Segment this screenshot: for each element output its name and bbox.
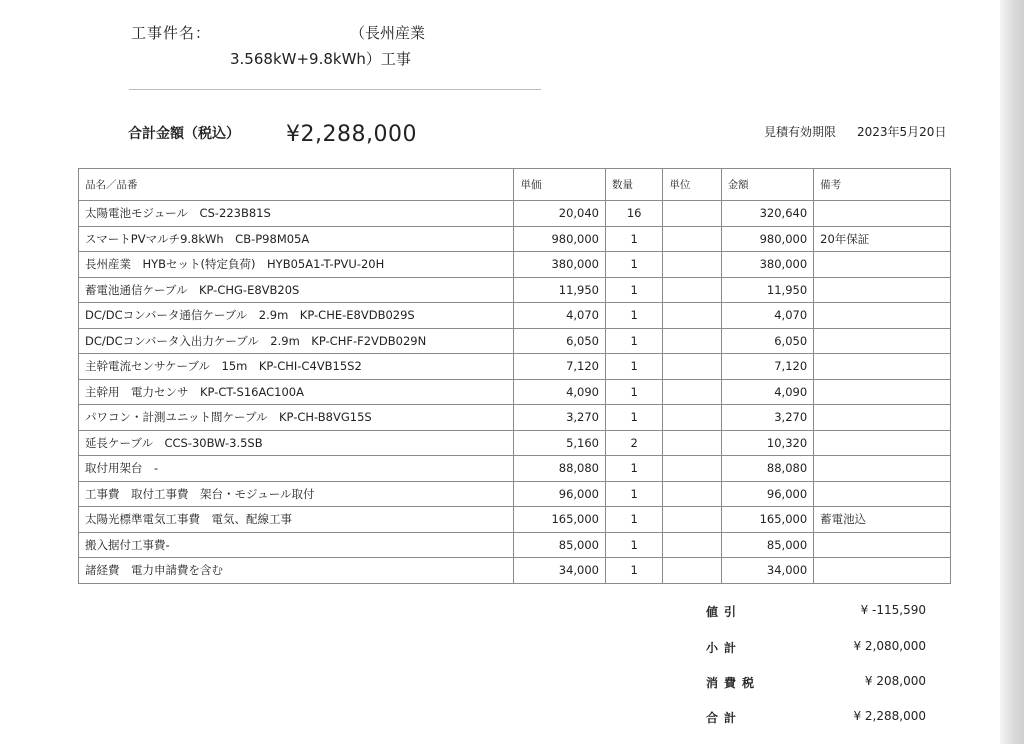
cell-unit-price: 96,000 xyxy=(514,481,606,507)
cell-name: 太陽光標準電気工事費 電気、配線工事 xyxy=(79,507,514,533)
cell-quantity: 1 xyxy=(606,277,663,303)
cell-name: 主幹電流センサケーブル 15m KP-CHI-C4VB15S2 xyxy=(79,354,514,380)
cell-unit xyxy=(663,277,721,303)
column-header-quantity: 数量 xyxy=(606,169,663,201)
cell-quantity: 1 xyxy=(606,379,663,405)
cell-name: スマートPVマルチ9.8kWh CB-P98M05A xyxy=(79,226,514,252)
total-amount-value: ¥2,288,000 xyxy=(286,122,417,147)
cell-unit-price: 85,000 xyxy=(514,532,606,558)
cell-amount: 88,080 xyxy=(721,456,814,482)
cell-unit xyxy=(663,456,721,482)
cell-amount: 980,000 xyxy=(721,226,814,252)
cell-name: 長州産業 HYBセット(特定負荷) HYB05A1-T-PVU-20H xyxy=(79,252,514,278)
column-header-name: 品名／品番 xyxy=(79,169,514,201)
cell-amount: 96,000 xyxy=(721,481,814,507)
table-row xyxy=(79,558,951,584)
table-row xyxy=(79,405,951,431)
cell-unit-price: 4,070 xyxy=(514,303,606,329)
table-body xyxy=(79,201,951,584)
validity-label: 見積有効期限 xyxy=(764,125,837,139)
cell-quantity: 1 xyxy=(606,328,663,354)
cell-quantity: 1 xyxy=(606,226,663,252)
project-label: 工事件名： xyxy=(131,24,212,42)
cell-name: 太陽電池モジュール CS-223B81S xyxy=(79,201,514,227)
cell-quantity: 1 xyxy=(606,456,663,482)
column-header-unit-price: 単価 xyxy=(514,169,606,201)
cell-amount: 165,000 xyxy=(721,507,814,533)
summary-label: 合計 xyxy=(706,711,743,725)
column-header-unit: 単位 xyxy=(663,169,721,201)
summary-label: 値引 xyxy=(706,605,743,619)
cell-note xyxy=(814,201,951,227)
cell-note xyxy=(814,481,951,507)
cell-name: DC/DCコンバータ入出力ケーブル 2.9m KP-CHF-F2VDB029N xyxy=(79,328,514,354)
project-name-line2: 3.568kW+9.8kWh）工事 xyxy=(230,50,411,68)
cell-unit xyxy=(663,303,721,329)
table-row xyxy=(79,430,951,456)
cell-unit-price: 380,000 xyxy=(514,252,606,278)
cell-quantity: 1 xyxy=(606,558,663,584)
cell-unit xyxy=(663,481,721,507)
cell-unit-price: 165,000 xyxy=(514,507,606,533)
table-row xyxy=(79,379,951,405)
cell-quantity: 1 xyxy=(606,354,663,380)
cell-note xyxy=(814,328,951,354)
column-header-amount: 金額 xyxy=(721,169,814,201)
cell-note xyxy=(814,379,951,405)
table-header-row xyxy=(79,169,951,201)
cell-note xyxy=(814,354,951,380)
table-row xyxy=(79,252,951,278)
table-row xyxy=(79,201,951,227)
project-name-line1: （長州産業 xyxy=(350,24,426,42)
cell-unit xyxy=(663,226,721,252)
table-row xyxy=(79,277,951,303)
cell-unit xyxy=(663,507,721,533)
cell-note xyxy=(814,405,951,431)
cell-note xyxy=(814,277,951,303)
cell-name: DC/DCコンバータ通信ケーブル 2.9m KP-CHE-E8VDB029S xyxy=(79,303,514,329)
table-row xyxy=(79,481,951,507)
cell-unit xyxy=(663,252,721,278)
table-row xyxy=(79,303,951,329)
cell-unit-price: 4,090 xyxy=(514,379,606,405)
table-row xyxy=(79,328,951,354)
cell-unit-price: 11,950 xyxy=(514,277,606,303)
cell-unit xyxy=(663,532,721,558)
cell-amount: 34,000 xyxy=(721,558,814,584)
cell-unit-price: 3,270 xyxy=(514,405,606,431)
cell-unit xyxy=(663,430,721,456)
cell-unit-price: 7,120 xyxy=(514,354,606,380)
cell-note: 蓄電池込 xyxy=(814,507,951,533)
summary-value: ¥ 2,080,000 xyxy=(853,639,926,653)
summary-value: ¥ -115,590 xyxy=(860,603,926,617)
cell-unit-price: 980,000 xyxy=(514,226,606,252)
cell-amount: 4,090 xyxy=(721,379,814,405)
summary-label: 消費税 xyxy=(706,676,761,690)
cell-name: 諸経費 電力申請費を含む xyxy=(79,558,514,584)
cell-amount: 7,120 xyxy=(721,354,814,380)
cell-name: 蓄電池通信ケーブル KP-CHG-E8VB20S xyxy=(79,277,514,303)
cell-amount: 380,000 xyxy=(721,252,814,278)
cell-note xyxy=(814,558,951,584)
summary-label: 小計 xyxy=(706,641,743,655)
cell-name: パワコン・計測ユニット間ケーブル KP-CH-B8VG15S xyxy=(79,405,514,431)
cell-name: 工事費 取付工事費 架台・モジュール取付 xyxy=(79,481,514,507)
table-row xyxy=(79,354,951,380)
summary-value: ¥ 208,000 xyxy=(864,674,926,688)
cell-amount: 320,640 xyxy=(721,201,814,227)
cell-quantity: 1 xyxy=(606,303,663,329)
cell-unit-price: 88,080 xyxy=(514,456,606,482)
cell-amount: 85,000 xyxy=(721,532,814,558)
cell-note xyxy=(814,430,951,456)
table-row xyxy=(79,456,951,482)
cell-unit xyxy=(663,354,721,380)
cell-amount: 6,050 xyxy=(721,328,814,354)
cell-amount: 4,070 xyxy=(721,303,814,329)
cell-unit xyxy=(663,201,721,227)
cell-quantity: 1 xyxy=(606,405,663,431)
validity-date: 2023年5月20日 xyxy=(857,125,947,139)
cell-amount: 3,270 xyxy=(721,405,814,431)
cell-quantity: 1 xyxy=(606,252,663,278)
cell-amount: 10,320 xyxy=(721,430,814,456)
cell-note xyxy=(814,532,951,558)
cell-name: 延長ケーブル CCS-30BW-3.5SB xyxy=(79,430,514,456)
table-row xyxy=(79,532,951,558)
header-divider xyxy=(129,89,541,90)
table-row xyxy=(79,226,951,252)
cell-note xyxy=(814,456,951,482)
cell-unit-price: 5,160 xyxy=(514,430,606,456)
cell-quantity: 16 xyxy=(606,201,663,227)
cell-note xyxy=(814,303,951,329)
cell-quantity: 2 xyxy=(606,430,663,456)
cell-note: 20年保証 xyxy=(814,226,951,252)
cell-unit xyxy=(663,379,721,405)
summary-value: ¥ 2,288,000 xyxy=(853,709,926,723)
cell-note xyxy=(814,252,951,278)
scan-edge-shadow xyxy=(1000,0,1024,744)
cell-quantity: 1 xyxy=(606,507,663,533)
cell-name: 取付用架台 - xyxy=(79,456,514,482)
cell-unit xyxy=(663,328,721,354)
total-amount-label: 合計金額（税込） xyxy=(128,126,240,142)
cell-amount: 11,950 xyxy=(721,277,814,303)
column-header-note: 備考 xyxy=(814,169,951,201)
cell-quantity: 1 xyxy=(606,481,663,507)
cell-name: 搬入据付工事費- xyxy=(79,532,514,558)
cell-unit-price: 34,000 xyxy=(514,558,606,584)
table-row xyxy=(79,507,951,533)
cell-unit-price: 20,040 xyxy=(514,201,606,227)
cell-unit xyxy=(663,558,721,584)
cell-unit-price: 6,050 xyxy=(514,328,606,354)
cell-quantity: 1 xyxy=(606,532,663,558)
cell-unit xyxy=(663,405,721,431)
estimate-table xyxy=(78,168,951,584)
cell-name: 主幹用 電力センサ KP-CT-S16AC100A xyxy=(79,379,514,405)
